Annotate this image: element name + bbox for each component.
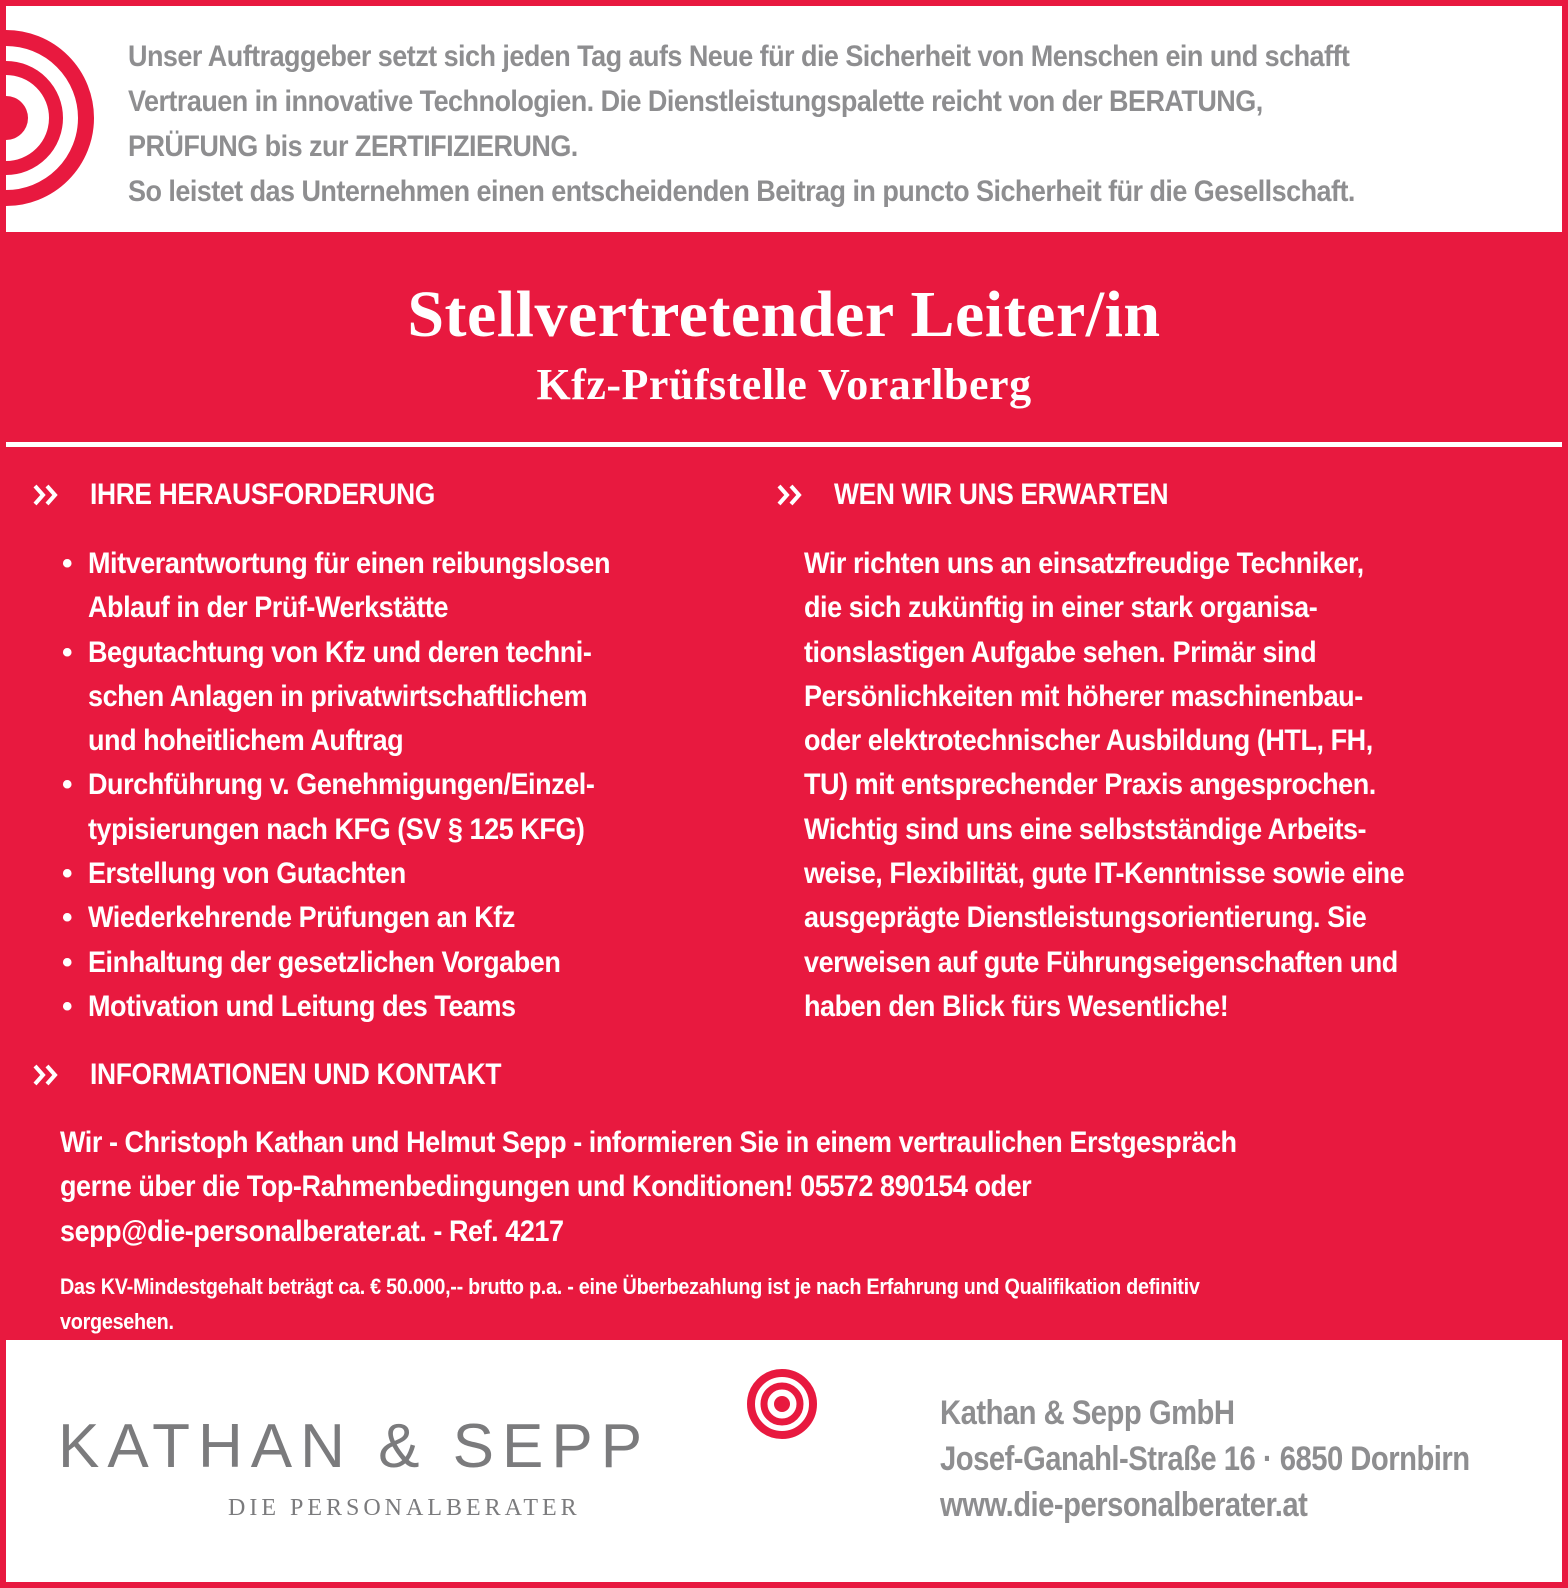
job-subtitle: Kfz-Prüfstelle Vorarlberg [536, 360, 1032, 409]
list-item [58, 631, 758, 764]
contact-heading-text: INFORMATIONEN UND KONTAKT [90, 1058, 502, 1091]
list-item [58, 763, 758, 852]
list-item-text: Begutachtung von Kfz und deren techni- [88, 635, 592, 669]
list-item-text: typisierungen nach KFG (SV § 125 KFG) [88, 812, 585, 846]
bullet-icon: • [62, 989, 73, 1023]
company-name: Kathan & Sepp GmbH [940, 1394, 1235, 1432]
expectations-line: oder elektrotechnischer Ausbildung (HTL, FH, [804, 724, 1373, 758]
list-item [58, 852, 758, 896]
contact-line: gerne über die Top-Rahmenbedingungen und Konditionen! 05572 890154 oder [60, 1170, 1032, 1204]
footer [6, 1340, 1562, 1588]
expectations-heading-text: WEN WIR UNS ERWARTEN [834, 478, 1169, 511]
bullet-icon: • [62, 857, 73, 891]
contact-text [60, 1121, 1540, 1254]
expectations-line: TU) mit entsprechender Praxis angesprochen. [804, 768, 1376, 802]
list-item [58, 985, 758, 1029]
list-item-text: Durchführung v. Genehmigungen/Einzel- [88, 768, 595, 802]
bullet-icon: • [62, 768, 73, 802]
bullet-icon: • [62, 901, 73, 935]
intro-line: Vertrauen in innovative Technologien. Die Dienstleistungspalette reicht von der BERATUNG, [128, 85, 1263, 118]
list-item-text: Wiederkehrende Prüfungen an Kfz [88, 901, 515, 935]
double-chevron-icon [32, 477, 76, 513]
challenge-list [58, 542, 758, 1029]
list-item [58, 542, 758, 631]
expectations-line: weise, Flexibilität, gute IT-Kenntnisse sowie eine [804, 857, 1405, 891]
challenge-heading-text: IHRE HERAUSFORDERUNG [90, 478, 435, 511]
list-item-text: Ablauf in der Prüf-Werkstätte [88, 591, 449, 625]
expectations-line: tionslastigen Aufgabe sehen. Primär sind [804, 635, 1317, 669]
job-header [6, 232, 1562, 442]
bullet-icon: • [62, 547, 73, 580]
job-details [6, 447, 1562, 1340]
expectations-line: haben den Blick fürs Wesentliche! [804, 989, 1229, 1023]
double-chevron-icon [776, 477, 820, 513]
contact-heading [32, 1057, 557, 1093]
company-logo-text: KATHAN & SEPP [58, 1412, 651, 1481]
target-logo-icon [746, 1368, 818, 1440]
salary-note [60, 1269, 1540, 1339]
expectations-heading [776, 477, 1214, 513]
intro-text [128, 34, 1538, 214]
contact-line: sepp@die-personalberater.at. - Ref. 4217 [60, 1214, 564, 1248]
expectations-line: ausgeprägte Dienstleistungsorientierung. Sie [804, 901, 1367, 935]
expectations-text [804, 542, 1544, 1029]
expectations-line: Wir richten uns an einsatzfreudige Techniker, [804, 547, 1364, 580]
job-title: Stellvertretender Leiter/in [407, 278, 1161, 351]
expectations-line: verweisen auf gute Führungseigenschaften und [804, 945, 1398, 979]
challenge-heading [32, 477, 482, 513]
list-item-text: Erstellung von Gutachten [88, 857, 406, 891]
salary-line: vorgesehen. [60, 1309, 174, 1334]
expectations-line: Wichtig sind uns eine selbstständige Arbeits- [804, 812, 1367, 846]
list-item [58, 896, 758, 940]
list-item-text: schen Anlagen in privatwirtschaftlichem [88, 679, 588, 713]
intro-line: PRÜFUNG bis zur ZERTIFIZIERUNG. [128, 130, 578, 163]
bullet-icon: • [62, 945, 73, 979]
intro-line: So leistet das Unternehmen einen entscheidenden Beitrag in puncto Sicherheit für die Gesellschaft. [128, 175, 1355, 208]
contact-line: Wir - Christoph Kathan und Helmut Sepp - informieren Sie in einem vertraulichen Erstgespräch [60, 1126, 1237, 1159]
expectations-line: Persönlichkeiten mit höherer maschinenbau- [804, 679, 1363, 713]
bullet-icon: • [62, 635, 73, 669]
company-address: Josef-Ganahl-Straße 16 · 6850 Dornbirn [940, 1440, 1470, 1478]
intro-section [6, 6, 1562, 232]
company-website[interactable]: www.die-personalberater.at [940, 1486, 1308, 1524]
salary-line: Das KV-Mindestgehalt beträgt ca. € 50.000,-- brutto p.a. - eine Überbezahlung ist je nach Erfahrung und Qualifikation definitiv [60, 1274, 1200, 1299]
company-logo-tagline: DIE PERSONALBERATER [228, 1495, 581, 1521]
list-item-text: und hoheitlichem Auftrag [88, 724, 404, 758]
expectations-line: die sich zukünftig in einer stark organisa- [804, 591, 1318, 625]
target-logo-icon [6, 30, 94, 206]
double-chevron-icon [32, 1057, 76, 1093]
company-address-block [940, 1390, 1568, 1528]
list-item [58, 941, 758, 985]
list-item-text: Einhaltung der gesetzlichen Vorgaben [88, 945, 561, 979]
list-item-text: Mitverantwortung für einen reibungslosen [88, 547, 611, 580]
intro-line: Unser Auftraggeber setzt sich jeden Tag aufs Neue für die Sicherheit von Menschen ein und schafft [128, 40, 1350, 73]
list-item-text: Motivation und Leitung des Teams [88, 989, 516, 1023]
